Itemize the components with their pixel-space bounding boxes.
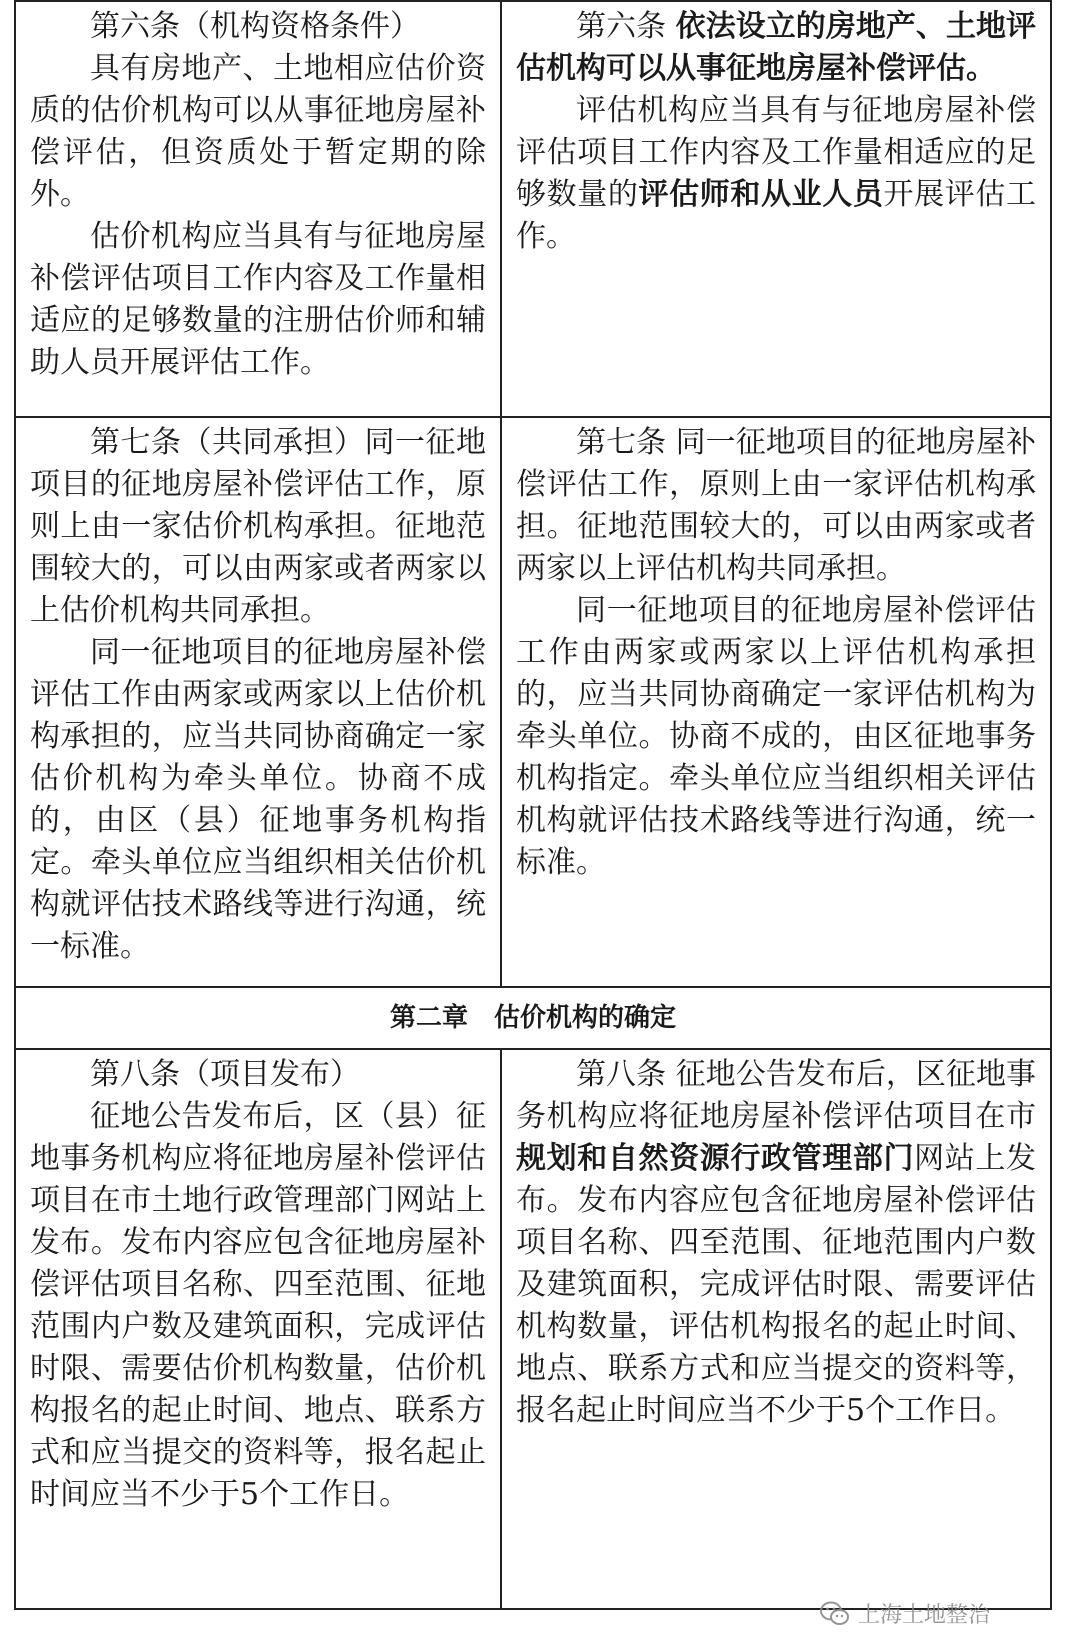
art7-revised-para1: 第七条 同一征地项目的征地房屋补偿评估工作，原则上由一家评估机构承担。征地范围较大的，可以由两家或者两家以上评估机构共同承担。 <box>516 425 1036 586</box>
art6-revised-p2-pre: 评估机构应当具有与征地房屋补偿评估项目工作内容及工作量相适应的足够数量的 <box>516 93 1036 212</box>
wechat-icon <box>820 1601 850 1627</box>
cell-art8-revised <box>501 1049 1051 1609</box>
cell-art7-revised <box>501 417 1051 987</box>
art6-revised-para2 <box>516 90 1036 258</box>
cell-art6-original <box>15 1 501 417</box>
cell-art6-revised <box>501 1 1051 417</box>
table-row-chapter <box>15 987 1051 1049</box>
art7-original-para1: 第七条（共同承担）同一征地项目的征地房屋补偿评估工作，原则上由一家估价机构承担。征地范围较大的，可以由两家或者两家以上估价机构共同承担。 <box>30 425 486 628</box>
table-row-article-7 <box>15 417 1051 987</box>
art6-revised-p2-post: 开展评估工作。 <box>516 177 1036 254</box>
art6-original-heading: 第六条（机构资格条件） <box>90 9 420 44</box>
art6-revised-para1 <box>516 6 1036 90</box>
art7-revised-para2: 同一征地项目的征地房屋补偿评估工作由两家或两家以上评估机构承担的，应当共同协商确定一家评估机构为牵头单位。协商不成的，由区征地事务机构指定。牵头单位应当组织相关评估机构就评估技术路线等进行沟通，统一标准。 <box>516 593 1036 880</box>
art6-original-para1: 具有房地产、土地相应估价资质的估价机构可以从事征地房屋补偿评估，但资质处于暂定期的除外。 <box>30 51 486 212</box>
watermark <box>820 1598 990 1629</box>
art8-revised-para1 <box>516 1054 1036 1432</box>
chapter-heading: 第二章 估价机构的确定 <box>15 987 1051 1049</box>
table-row-article-8 <box>15 1049 1051 1609</box>
art6-revised-lead: 第六条 <box>576 9 676 44</box>
art6-revised-p2-bold: 评估师和从业人员 <box>638 177 884 212</box>
art6-original-para2: 估价机构应当具有与征地房屋补偿评估项目工作内容及工作量相适应的足够数量的注册估价师和辅助人员开展评估工作。 <box>30 219 486 380</box>
cell-art8-original <box>15 1049 501 1609</box>
art8-original-para1: 征地公告发布后，区（县）征地事务机构应将征地房屋补偿评估项目在市土地行政管理部门网站上发布。发布内容应包含征地房屋补偿评估项目名称、四至范围、征地范围内户数及建筑面积，完成评估时限、需要估价机构数量，估价机构报名的起止时间、地点、联系方式和应当提交的资料等，报名起止时间应当不少于5个工作日。 <box>30 1099 486 1512</box>
art8-revised-p1-pre: 第八条 征地公告发布后，区征地事务机构应将征地房屋补偿评估项目在市 <box>516 1057 1036 1134</box>
art8-original-heading: 第八条（项目发布） <box>90 1057 360 1092</box>
art8-revised-p1-post: 网站上发布。发布内容应包含征地房屋补偿评估项目名称、四至范围、征地范围内户数及建筑面积，完成评估时限、需要评估机构数量，评估机构报名的起止时间、地点、联系方式和应当提交的资料等，报名起止时间应当不少于5个工作日。 <box>516 1141 1036 1428</box>
comparison-table <box>14 0 1052 1610</box>
table-row-article-6 <box>15 1 1051 417</box>
art7-original-para2: 同一征地项目的征地房屋补偿评估工作由两家或两家以上估价机构承担的，应当共同协商确定一家估价机构为牵头单位。协商不成的，由区（县）征地事务机构指定。牵头单位应当组织相关估价机构就评估技术路线等进行沟通，统一标准。 <box>30 635 486 964</box>
art6-revised-lead-bold: 依法设立的房地产、土地评估机构可以从事征地房屋补偿评估。 <box>516 9 1037 86</box>
cell-art7-original <box>15 417 501 987</box>
watermark-text: 上海土地整治 <box>857 1603 990 1628</box>
art8-revised-p1-bold: 规划和自然资源行政管理部门 <box>516 1141 915 1176</box>
